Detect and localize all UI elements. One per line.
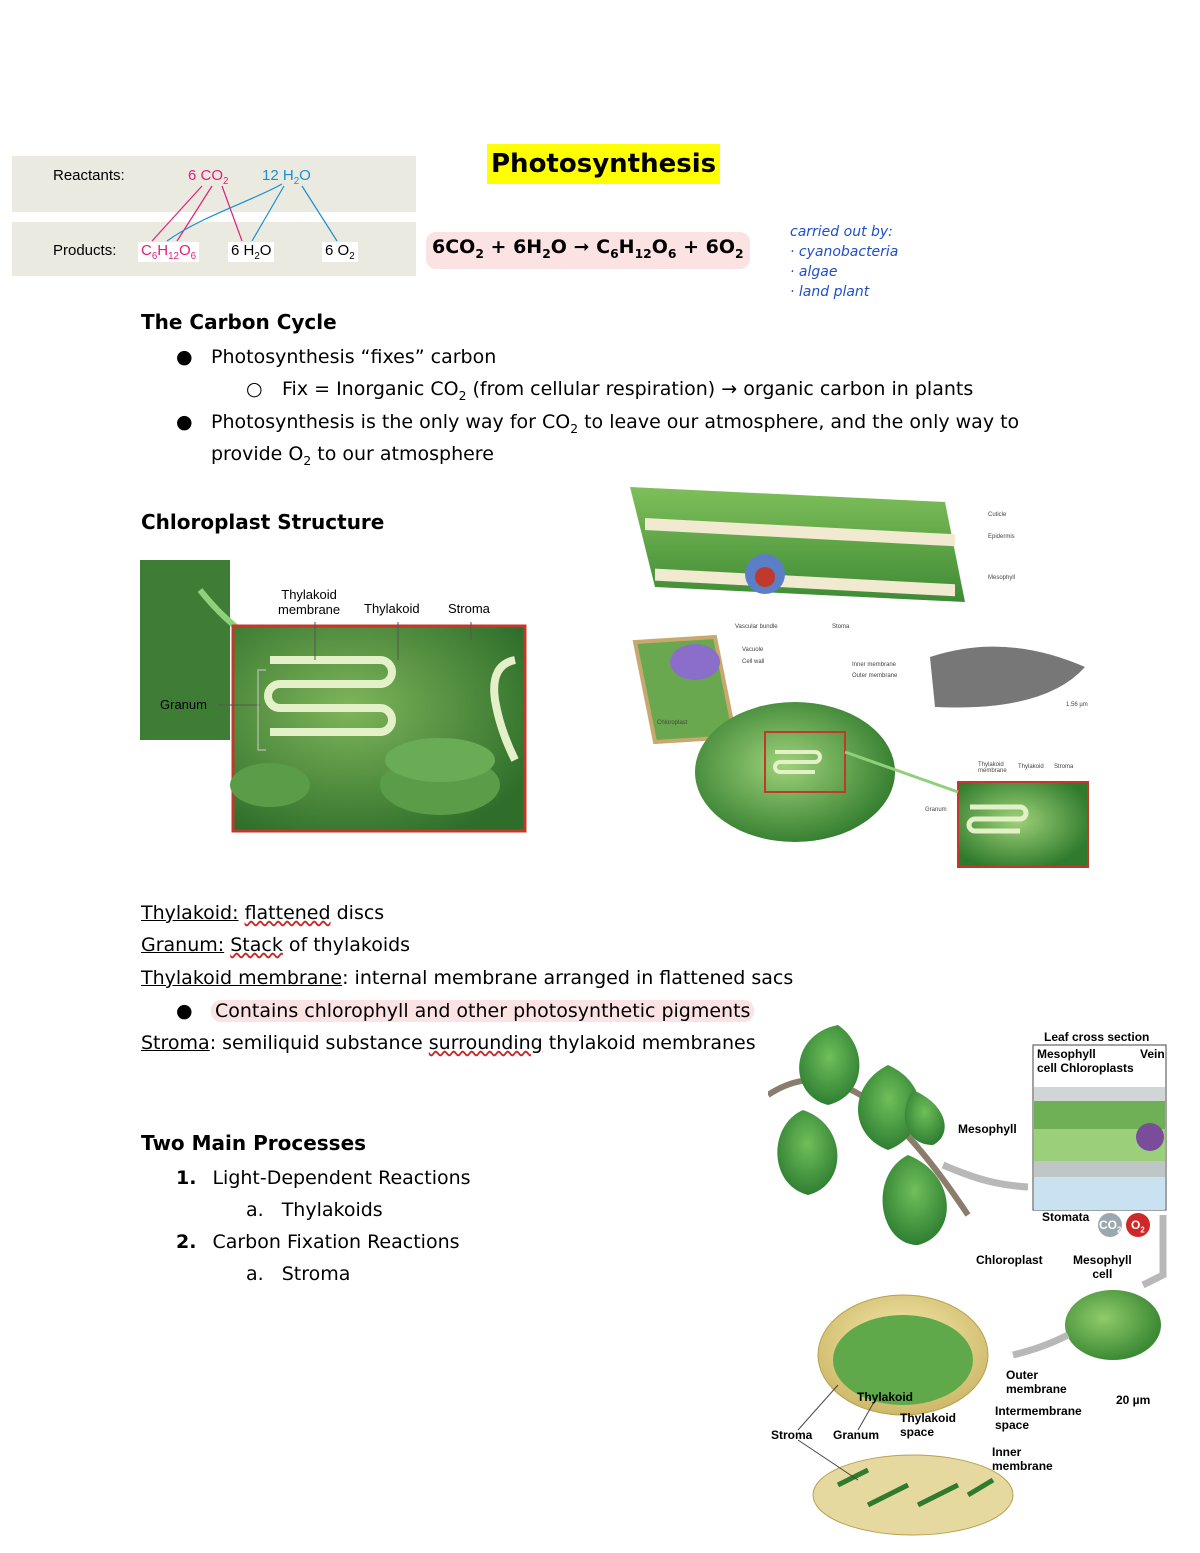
process-item: 2. Carbon Fixation Reactions: [176, 1231, 460, 1253]
process-sub-item: a. Stroma: [246, 1263, 351, 1285]
leaf-label-thylakoid-space: Thylakoid space: [900, 1411, 957, 1439]
fig2-label-vacuole: Vacuole: [742, 647, 764, 653]
reaction-arrows: [12, 156, 416, 276]
lower-epidermis: [1034, 1161, 1165, 1177]
fig1-label-thylakoid-membrane: Thylakoid membrane: [278, 587, 341, 617]
fig2-label-outer-membrane: Outer membrane: [852, 673, 898, 679]
product-oxygen: 6 $O_2$: [322, 242, 358, 262]
chloroplast-section: [813, 1455, 1013, 1535]
leaf: [799, 1025, 859, 1105]
bullet-icon: ●: [176, 411, 193, 433]
arrow-icon: ➞: [573, 236, 590, 258]
leaf-label-inner-membrane: Inner membrane: [992, 1445, 1053, 1473]
note-item: · land plant: [790, 284, 870, 300]
leaf-label-mesophyll-cell-2: Mesophyll cell: [1073, 1253, 1132, 1281]
products-label: Products:: [53, 242, 117, 259]
bullet-icon: ●: [176, 1000, 193, 1022]
vacuole: [670, 644, 720, 680]
definition-granum: Granum: Stack of thylakoids: [141, 934, 411, 956]
leaf-label-stroma: Stroma: [771, 1428, 813, 1442]
leaf-label-co2: $CO_2$: [1099, 1218, 1122, 1235]
definition-thylakoid-membrane: Thylakoid membrane: internal membrane arranged in flattened sacs: [141, 967, 794, 989]
leaf-label-intermembrane: Intermembrane space: [995, 1404, 1082, 1432]
carbon-cycle-heading: The Carbon Cycle: [141, 310, 337, 334]
fig2-label-cuticle: Cuticle: [988, 512, 1007, 518]
fig1-label-stroma: Stroma: [448, 601, 490, 616]
leaf-label-o2: $O_2$: [1131, 1218, 1145, 1235]
reactants-label: Reactants:: [53, 167, 125, 184]
carbon-cycle-bullet-2-line-2: provide $O_2$ to our atmosphere: [211, 443, 494, 468]
product-water: 6 $H_2O$: [228, 242, 274, 262]
leaf-label-cross-section: Leaf cross section: [1044, 1030, 1150, 1044]
fig2-label-vascular-bundle: Vascular bundle: [735, 624, 778, 630]
arrow-co2-water: [222, 186, 242, 241]
stomata-region: [1034, 1177, 1165, 1210]
leaf-label-thylakoid: Thylakoid: [857, 1390, 914, 1404]
em-micrograph: [930, 647, 1085, 708]
gray-arrow: [943, 1165, 1028, 1187]
arrow-h2o-water: [252, 186, 284, 241]
process-item: 1. Light-Dependent Reactions: [176, 1167, 471, 1189]
handwritten-note: [790, 222, 898, 302]
fig2-label-granum: Granum: [925, 807, 947, 813]
closeup-inset: [958, 782, 1088, 867]
reactant-co2: 6 $CO_2$: [188, 167, 229, 187]
fig1-label-thylakoid: Thylakoid: [364, 601, 420, 616]
leaf-label-stomata: Stomata: [1042, 1210, 1090, 1224]
vein: [1136, 1123, 1164, 1151]
fig2-label-stoma: Stoma: [832, 624, 850, 630]
carbon-cycle-sub-bullet: ○ Fix = Inorganic $CO_2$ (from cellular respiration) → organic carbon in plants: [246, 373, 1146, 412]
process-sub-item: a. Thylakoids: [246, 1199, 383, 1221]
leaf-label-granum: Granum: [833, 1428, 880, 1442]
carbon-cycle-bullet-1: ● Photosynthesis “fixes” carbon: [176, 341, 1076, 373]
fig2-label-thylakoid: Thylakoid: [1018, 764, 1044, 770]
leaf-chloroplast-figure: [625, 462, 1100, 882]
reactant-h2o: 12 $H_2O$: [262, 167, 311, 187]
note-item: · algae: [790, 264, 838, 280]
granum-disc: [230, 763, 310, 807]
leaf-label-mesophyll-cell: Mesophyll cell Chloroplasts: [1037, 1047, 1134, 1075]
mesophyll-cell: [1065, 1290, 1161, 1360]
page-title: Photosynthesis: [487, 144, 720, 184]
photosynthesis-equation: $6CO_2 + 6H_2O$ ➞ $C_6H_{12}O_6 + 6O_2$: [426, 232, 750, 269]
chloroplast-heading: Chloroplast Structure: [141, 510, 385, 534]
leaf: [777, 1110, 837, 1195]
gray-arrow: [1013, 1335, 1068, 1355]
fig1-label-granum: Granum: [160, 697, 207, 712]
fig2-label-mesophyll: Mesophyll: [988, 575, 1016, 581]
leaf-label-chloroplast: Chloroplast: [976, 1253, 1043, 1267]
vascular-bundle-core: [755, 567, 775, 587]
fig2-label-inner-membrane: Inner membrane: [852, 662, 897, 668]
definition-bullet: ● Contains chlorophyll and other photosynthetic pigments: [176, 995, 754, 1027]
bullet-icon: ●: [176, 346, 193, 368]
leaf-label-scale: 20 µm: [1116, 1393, 1151, 1407]
granum-disc: [385, 738, 495, 782]
product-glucose: $C_6H_{12}O_6$: [138, 242, 199, 262]
fig2-label-scale: 1.56 µm: [1066, 702, 1088, 708]
background-chloroplast: [140, 560, 230, 740]
fig2-label-cell-wall: Cell wall: [742, 659, 765, 665]
definition-stroma: Stroma: semiliquid substance surrounding thylakoid membranes: [141, 1032, 756, 1054]
leaf-label-mesophyll: Mesophyll: [958, 1122, 1017, 1136]
fig2-label-epidermis: Epidermis: [988, 534, 1015, 540]
fig2-label-stroma: Stroma: [1054, 764, 1074, 770]
carbon-cycle-bullet-2: ● Photosynthesis is the only way for $CO_2$ to leave our atmosphere, and the only way to: [176, 406, 1076, 445]
note-heading: carried out by:: [790, 224, 893, 240]
definition-thylakoid: Thylakoid: flattened discs: [141, 902, 385, 924]
leaf-label-vein: Vein: [1140, 1047, 1165, 1061]
processes-heading: Two Main Processes: [141, 1131, 367, 1155]
upper-epidermis: [1034, 1087, 1165, 1101]
label-line: [798, 1385, 838, 1430]
fig2-label-thylakoid-membrane: Thylakoid membrane: [978, 762, 1007, 774]
arrow-h2o-oxygen: [302, 186, 337, 241]
note-item: · cyanobacteria: [790, 244, 899, 260]
fig2-label-chloroplast: Chloroplast: [657, 720, 688, 726]
leaf-label-outer-membrane: Outer membrane: [1006, 1368, 1067, 1396]
hollow-bullet-icon: ○: [246, 378, 263, 400]
